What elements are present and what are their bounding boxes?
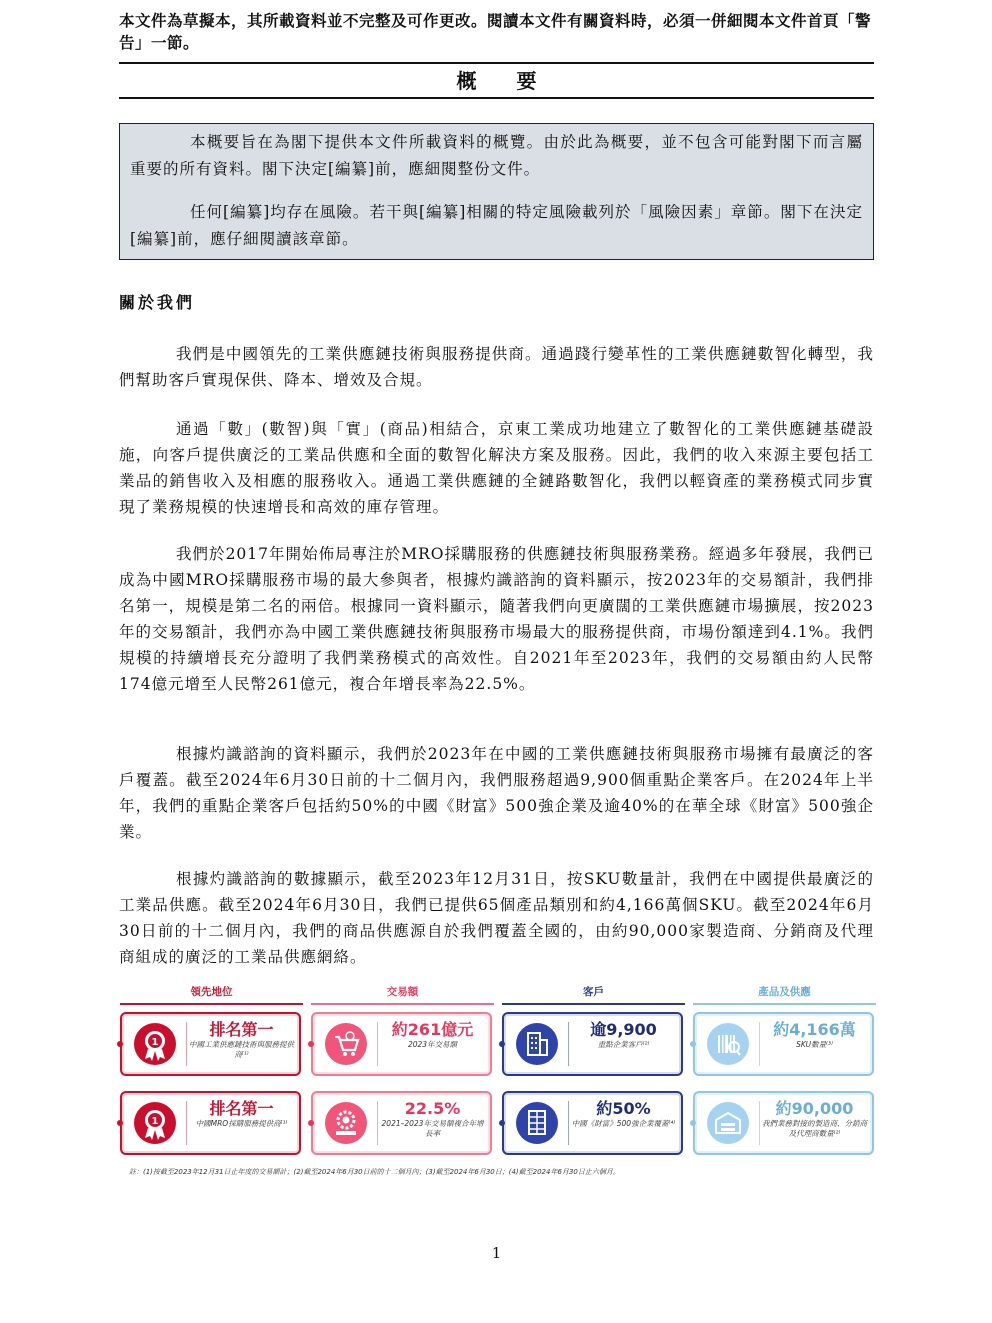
body-paragraph: 通過「數」(數智)與「實」(商品)相結合，京東工業成功地建立了數智化的工業供應鏈基礎設施，向客戶提供廣泛的工業品供應和全面的數智化解決方案及服務。因此，我們的收入來源主要包括工業品的銷售收入及相應的服務收入。通過工業供應鏈的全鏈路數智化，我們以輕資產的業務模式同步實現了業務規模的快速增長和高效的庫存管理。 (119, 420, 874, 516)
office-tower-icon (516, 1102, 558, 1144)
bullet-dot (117, 1041, 123, 1047)
body-paragraph: 我們是中國領先的工業供應鏈技術與服務提供商。通過踐行變革性的工業供應鏈數智化轉型，我們幫助客戶實現保供、降本、增效及合規。 (119, 345, 874, 389)
infographic-column-transaction (311, 983, 494, 1138)
metric-value: 約90,000 (775, 1099, 854, 1118)
column-header: 客戶 (502, 983, 685, 1005)
bullet-dot (690, 1041, 696, 1047)
metric-card (502, 1012, 683, 1076)
barcode-icon (707, 1023, 749, 1065)
bullet-dot (308, 1120, 314, 1126)
body-paragraph: 我們於2017年開始佈局專注於MRO採購服務的供應鏈技術與服務業務。經過多年發展，我們已成為中國MRO採購服務市場的最大參與者，根據灼識諮詢的資料顯示，按2023年的交易額計，我們排名第一，規模是第二名的兩倍。根據同一資料顯示，隨著我們向更廣闊的工業供應鏈市場擴展，按2023年的交易額計，我們亦為中國工業供應鏈技術與服務市場最大的服務提供商，市場份額達到4.1%。我們規模的持續增長充分證明了我們業務模式的高效性。自2021年至2023年，我們的交易額由約人民幣174億元增至人民幣261億元，複合年增長率為22.5%。 (119, 545, 874, 693)
metric-card (693, 1012, 874, 1076)
infographic-footnote: 註：(1)按截至2023年12月31日止年度的交易額計；(2)截至2024年6月30日前的十二個月內；(3)截至2024年6月30日；(4)截至2024年6月30日止六個月。 (129, 1168, 620, 1176)
metric-card (311, 1091, 492, 1155)
svg-text:1: 1 (151, 1116, 159, 1127)
notice-paragraph: 本概要旨在為閣下提供本文件所載資料的概覽。由於此為概要，並不包含可能對閣下而言屬重要的所有資料。閣下決定[編纂]前，應細閱整份文件。 (130, 133, 863, 178)
bullet-dot (117, 1120, 123, 1126)
notice-paragraph: 任何[編纂]均存在風險。若干與[編纂]相關的特定風險載列於「風險因素」章節。閣下在決定[編纂]前，應仔細閱讀該章節。 (130, 203, 863, 248)
metric-caption: 我們業務對接的製造商、分銷商及代理商數量⁽²⁾ (762, 1119, 867, 1138)
metric-value: 約50% (596, 1099, 651, 1118)
section-heading: 關於我們 (119, 293, 196, 312)
gear-growth-icon (325, 1102, 367, 1144)
infographic-column-products (693, 983, 876, 1138)
metric-caption: 2023年交易額 (407, 1040, 458, 1049)
metric-caption: 中國《財富》500強企業覆蓋⁽⁴⁾ (571, 1119, 676, 1128)
body-paragraph: 根據灼識諮詢的資料顯示，我們於2023年在中國的工業供應鏈技術與服務市場擁有最廣泛的客戶覆蓋。截至2024年6月30日前的十二個月內，我們服務超過9,900個重點企業客戶。在2024年上半年，我們的重點企業客戶包括約50%的中國《財富》500強企業及逾40%的在華全球《財富》500強企業。 (119, 745, 874, 841)
svg-text:1: 1 (151, 1037, 159, 1048)
notice-box (119, 123, 874, 260)
metric-value: 排名第一 (209, 1099, 274, 1118)
metric-caption: 中國MRO採購服務提供商⁽¹⁾ (195, 1119, 288, 1128)
metric-caption: 重點企業客戶⁽²⁾ (597, 1040, 650, 1049)
metric-caption: 2021–2023年交易額複合年增長率 (381, 1119, 484, 1138)
metric-value: 約261億元 (391, 1020, 474, 1039)
award-ribbon-icon (134, 1102, 176, 1144)
page-number: 1 (491, 1244, 502, 1262)
card-divider (759, 1101, 760, 1145)
metric-card (120, 1091, 301, 1155)
shopping-cart-icon (325, 1023, 367, 1065)
card-divider (186, 1101, 187, 1145)
metric-value: 逾9,900 (590, 1020, 657, 1039)
warehouse-icon (707, 1102, 749, 1144)
title-rule-bottom (119, 97, 874, 99)
bullet-dot (308, 1041, 314, 1047)
metric-value: 22.5% (404, 1099, 461, 1118)
card-divider (377, 1101, 378, 1145)
card-divider (186, 1022, 187, 1066)
metric-caption: 中國工業供應鏈技術與服務提供商⁽¹⁾ (189, 1040, 294, 1059)
metric-card (311, 1012, 492, 1076)
metric-card (693, 1091, 874, 1155)
infographic-column-leadership (120, 983, 303, 1128)
building-icon (516, 1023, 558, 1065)
card-divider (759, 1022, 760, 1066)
metric-value: 排名第一 (209, 1020, 274, 1039)
title-rule-top (119, 62, 874, 64)
metric-card (120, 1012, 301, 1076)
column-header: 交易額 (311, 983, 494, 1005)
draft-warning: 本文件為草擬本，其所載資料並不完整及可作更改。閱讀本文件有關資料時，必須一併細閱本文件首頁「警告」一節。 (119, 11, 872, 52)
column-header: 領先地位 (120, 983, 303, 1005)
metric-caption: SKU數量⁽³⁾ (796, 1040, 833, 1049)
card-divider (568, 1022, 569, 1066)
metric-value: 約4,166萬 (773, 1020, 856, 1039)
card-divider (377, 1022, 378, 1066)
bullet-dot (499, 1041, 505, 1047)
column-header: 產品及供應 (693, 983, 876, 1005)
infographic-column-customers (502, 983, 685, 1128)
body-paragraph: 根據灼識諮詢的數據顯示，截至2023年12月31日，按SKU數量計，我們在中國提供最廣泛的工業品供應。截至2024年6月30日，我們已提供65個產品類別和約4,166萬個SKU。截至2024年6月30日前的十二個月內，我們的商品供應源自於我們覆蓋全國的，由約90,000家製造商、分銷商及代理商組成的廣泛的工業品供應網絡。 (119, 870, 874, 966)
bullet-dot (499, 1120, 505, 1126)
card-divider (568, 1101, 569, 1145)
award-ribbon-icon (134, 1023, 176, 1065)
metric-card (502, 1091, 683, 1155)
page-title: 概要 (456, 69, 577, 93)
bullet-dot (690, 1120, 696, 1126)
highlights-infographic (119, 983, 874, 1183)
